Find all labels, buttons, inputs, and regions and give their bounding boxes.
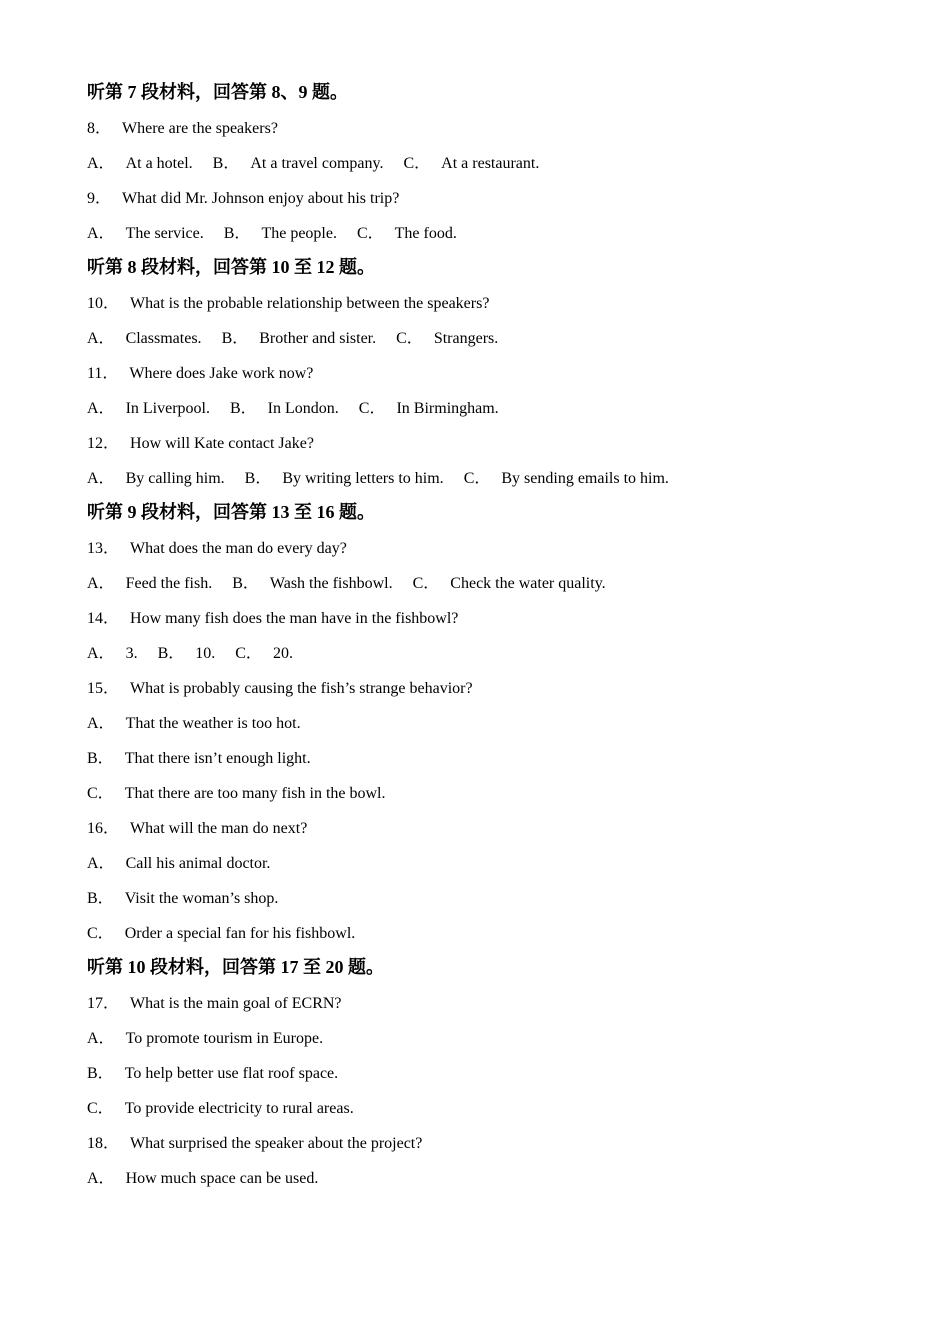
option-text: By writing letters to him. (282, 470, 444, 487)
question-text: What surprised the speaker about the project? (130, 1135, 423, 1152)
option-text: Feed the fish. (125, 575, 213, 592)
answer-option (222, 321, 377, 356)
answer-option (396, 321, 498, 356)
option-letter: A． (87, 470, 115, 487)
option-text: To provide electricity to rural areas. (124, 1100, 354, 1117)
option-text: At a hotel. (125, 155, 193, 172)
answer-option (359, 391, 499, 426)
question-number: 14． (87, 610, 120, 627)
option-letter: A． (87, 1030, 115, 1047)
question-number: 15． (87, 680, 120, 697)
question-number: 18． (87, 1135, 120, 1152)
question-text: Where are the speakers? (122, 120, 278, 137)
option-text: 3. (125, 645, 138, 662)
option-letter: C． (87, 785, 114, 802)
option-text: Visit the woman’s shop. (124, 890, 279, 907)
answer-options-row (87, 321, 887, 356)
question-stem (87, 671, 887, 706)
question-stem (87, 356, 887, 391)
answer-options-row (87, 146, 887, 181)
answer-options-row (87, 216, 887, 251)
option-letter: B． (232, 575, 259, 592)
question-text: What is probably causing the fish’s strange behavior? (130, 680, 473, 697)
question-number: 16． (87, 820, 120, 837)
option-text: At a restaurant. (441, 155, 540, 172)
answer-option (87, 916, 887, 951)
option-letter: A． (87, 400, 115, 417)
option-letter: B． (244, 470, 272, 487)
option-text: The food. (394, 225, 457, 242)
option-text: The people. (261, 225, 337, 242)
option-text: At a travel company. (250, 155, 384, 172)
option-text: In London. (267, 400, 339, 417)
question-stem (87, 986, 887, 1021)
option-text: Check the water quality. (450, 575, 606, 592)
answer-option (87, 1161, 887, 1196)
option-letter: A． (87, 1170, 115, 1187)
section-heading: 听第 10 段材料，回答第 17 至 20 题。 (87, 957, 384, 977)
option-text: Classmates. (125, 330, 202, 347)
option-letter: C． (235, 645, 262, 662)
option-letter: A． (87, 645, 115, 662)
option-text: 20. (272, 645, 293, 662)
option-letter: C． (356, 225, 384, 242)
question-text: How many fish does the man have in the fishbowl? (130, 610, 459, 627)
answer-option (87, 146, 193, 181)
answer-option (87, 636, 138, 671)
answer-options-row (87, 461, 887, 496)
option-letter: A． (87, 715, 115, 732)
option-letter: C． (463, 470, 491, 487)
question-stem (87, 1126, 887, 1161)
answer-option (87, 391, 210, 426)
question-stem (87, 811, 887, 846)
answer-option (230, 391, 339, 426)
question-stem (87, 601, 887, 636)
option-letter: C． (403, 155, 431, 172)
question-text: What did Mr. Johnson enjoy about his trip? (122, 190, 400, 207)
option-text: Order a special fan for his fishbowl. (124, 925, 356, 942)
answer-option (87, 566, 212, 601)
exam-page (87, 76, 887, 1196)
option-letter: B． (157, 645, 185, 662)
question-stem (87, 426, 887, 461)
option-text: 10. (195, 645, 216, 662)
option-letter: C． (358, 400, 386, 417)
question-number: 11． (87, 365, 119, 382)
question-number: 12． (87, 435, 120, 452)
option-letter: C． (412, 575, 440, 592)
option-text: To promote tourism in Europe. (125, 1030, 324, 1047)
option-letter: A． (87, 575, 115, 592)
question-number: 17． (87, 995, 120, 1012)
option-letter: B． (229, 400, 257, 417)
answer-option (403, 146, 539, 181)
option-letter: B． (223, 225, 251, 242)
answer-option (464, 461, 669, 496)
option-text: Strangers. (433, 330, 499, 347)
question-stem (87, 181, 887, 216)
option-text: By calling him. (125, 470, 225, 487)
answer-option (87, 321, 202, 356)
option-text: Brother and sister. (259, 330, 377, 347)
option-letter: B． (87, 1065, 114, 1082)
question-text: What does the man do every day? (130, 540, 347, 557)
option-letter: A． (87, 330, 115, 347)
option-text: How much space can be used. (125, 1170, 319, 1187)
option-text: That there isn’t enough light. (124, 750, 311, 767)
question-number: 8． (87, 120, 112, 137)
answer-option (224, 216, 337, 251)
question-text: Where does Jake work now? (129, 365, 314, 382)
answer-option (232, 566, 392, 601)
answer-option (87, 706, 887, 741)
question-stem (87, 531, 887, 566)
question-text: What will the man do next? (130, 820, 308, 837)
section-heading: 听第 8 段材料，回答第 10 至 12 题。 (87, 257, 375, 277)
section-heading: 听第 9 段材料，回答第 13 至 16 题。 (87, 502, 375, 522)
question-stem (87, 111, 887, 146)
answer-option (413, 566, 606, 601)
answer-option (87, 881, 887, 916)
question-number: 13． (87, 540, 120, 557)
option-letter: A． (87, 855, 115, 872)
answer-option (213, 146, 384, 181)
answer-option (87, 461, 225, 496)
question-number: 10． (87, 295, 120, 312)
option-text: By sending emails to him. (501, 470, 669, 487)
option-text: In Liverpool. (125, 400, 210, 417)
option-text: That the weather is too hot. (125, 715, 301, 732)
option-letter: B． (221, 330, 249, 347)
answer-option (357, 216, 457, 251)
section-heading: 听第 7 段材料，回答第 8、9 题。 (87, 82, 348, 102)
option-text: That there are too many fish in the bowl. (124, 785, 386, 802)
option-letter: A． (87, 155, 115, 172)
option-letter: B． (87, 890, 114, 907)
answer-option (87, 1091, 887, 1126)
option-text: Wash the fishbowl. (269, 575, 393, 592)
answer-options-row (87, 391, 887, 426)
question-stem (87, 286, 887, 321)
question-number: 9． (87, 190, 112, 207)
option-letter: B． (87, 750, 114, 767)
option-text: In Birmingham. (396, 400, 499, 417)
answer-option (245, 461, 444, 496)
answer-option (235, 636, 293, 671)
answer-option (87, 1056, 887, 1091)
answer-option (158, 636, 216, 671)
answer-option (87, 776, 887, 811)
question-text: What is the probable relationship between the speakers? (130, 295, 490, 312)
question-text: How will Kate contact Jake? (130, 435, 314, 452)
option-text: The service. (125, 225, 204, 242)
option-text: To help better use flat roof space. (124, 1065, 339, 1082)
option-letter: A． (87, 225, 115, 242)
answer-option (87, 216, 204, 251)
answer-option (87, 846, 887, 881)
answer-options-row (87, 636, 887, 671)
answer-option (87, 741, 887, 776)
answer-option (87, 1021, 887, 1056)
option-letter: C． (87, 925, 114, 942)
answer-options-row (87, 566, 887, 601)
option-text: Call his animal doctor. (125, 855, 271, 872)
question-text: What is the main goal of ECRN? (130, 995, 342, 1012)
option-letter: C． (396, 330, 423, 347)
option-letter: B． (212, 155, 240, 172)
option-letter: C． (87, 1100, 114, 1117)
